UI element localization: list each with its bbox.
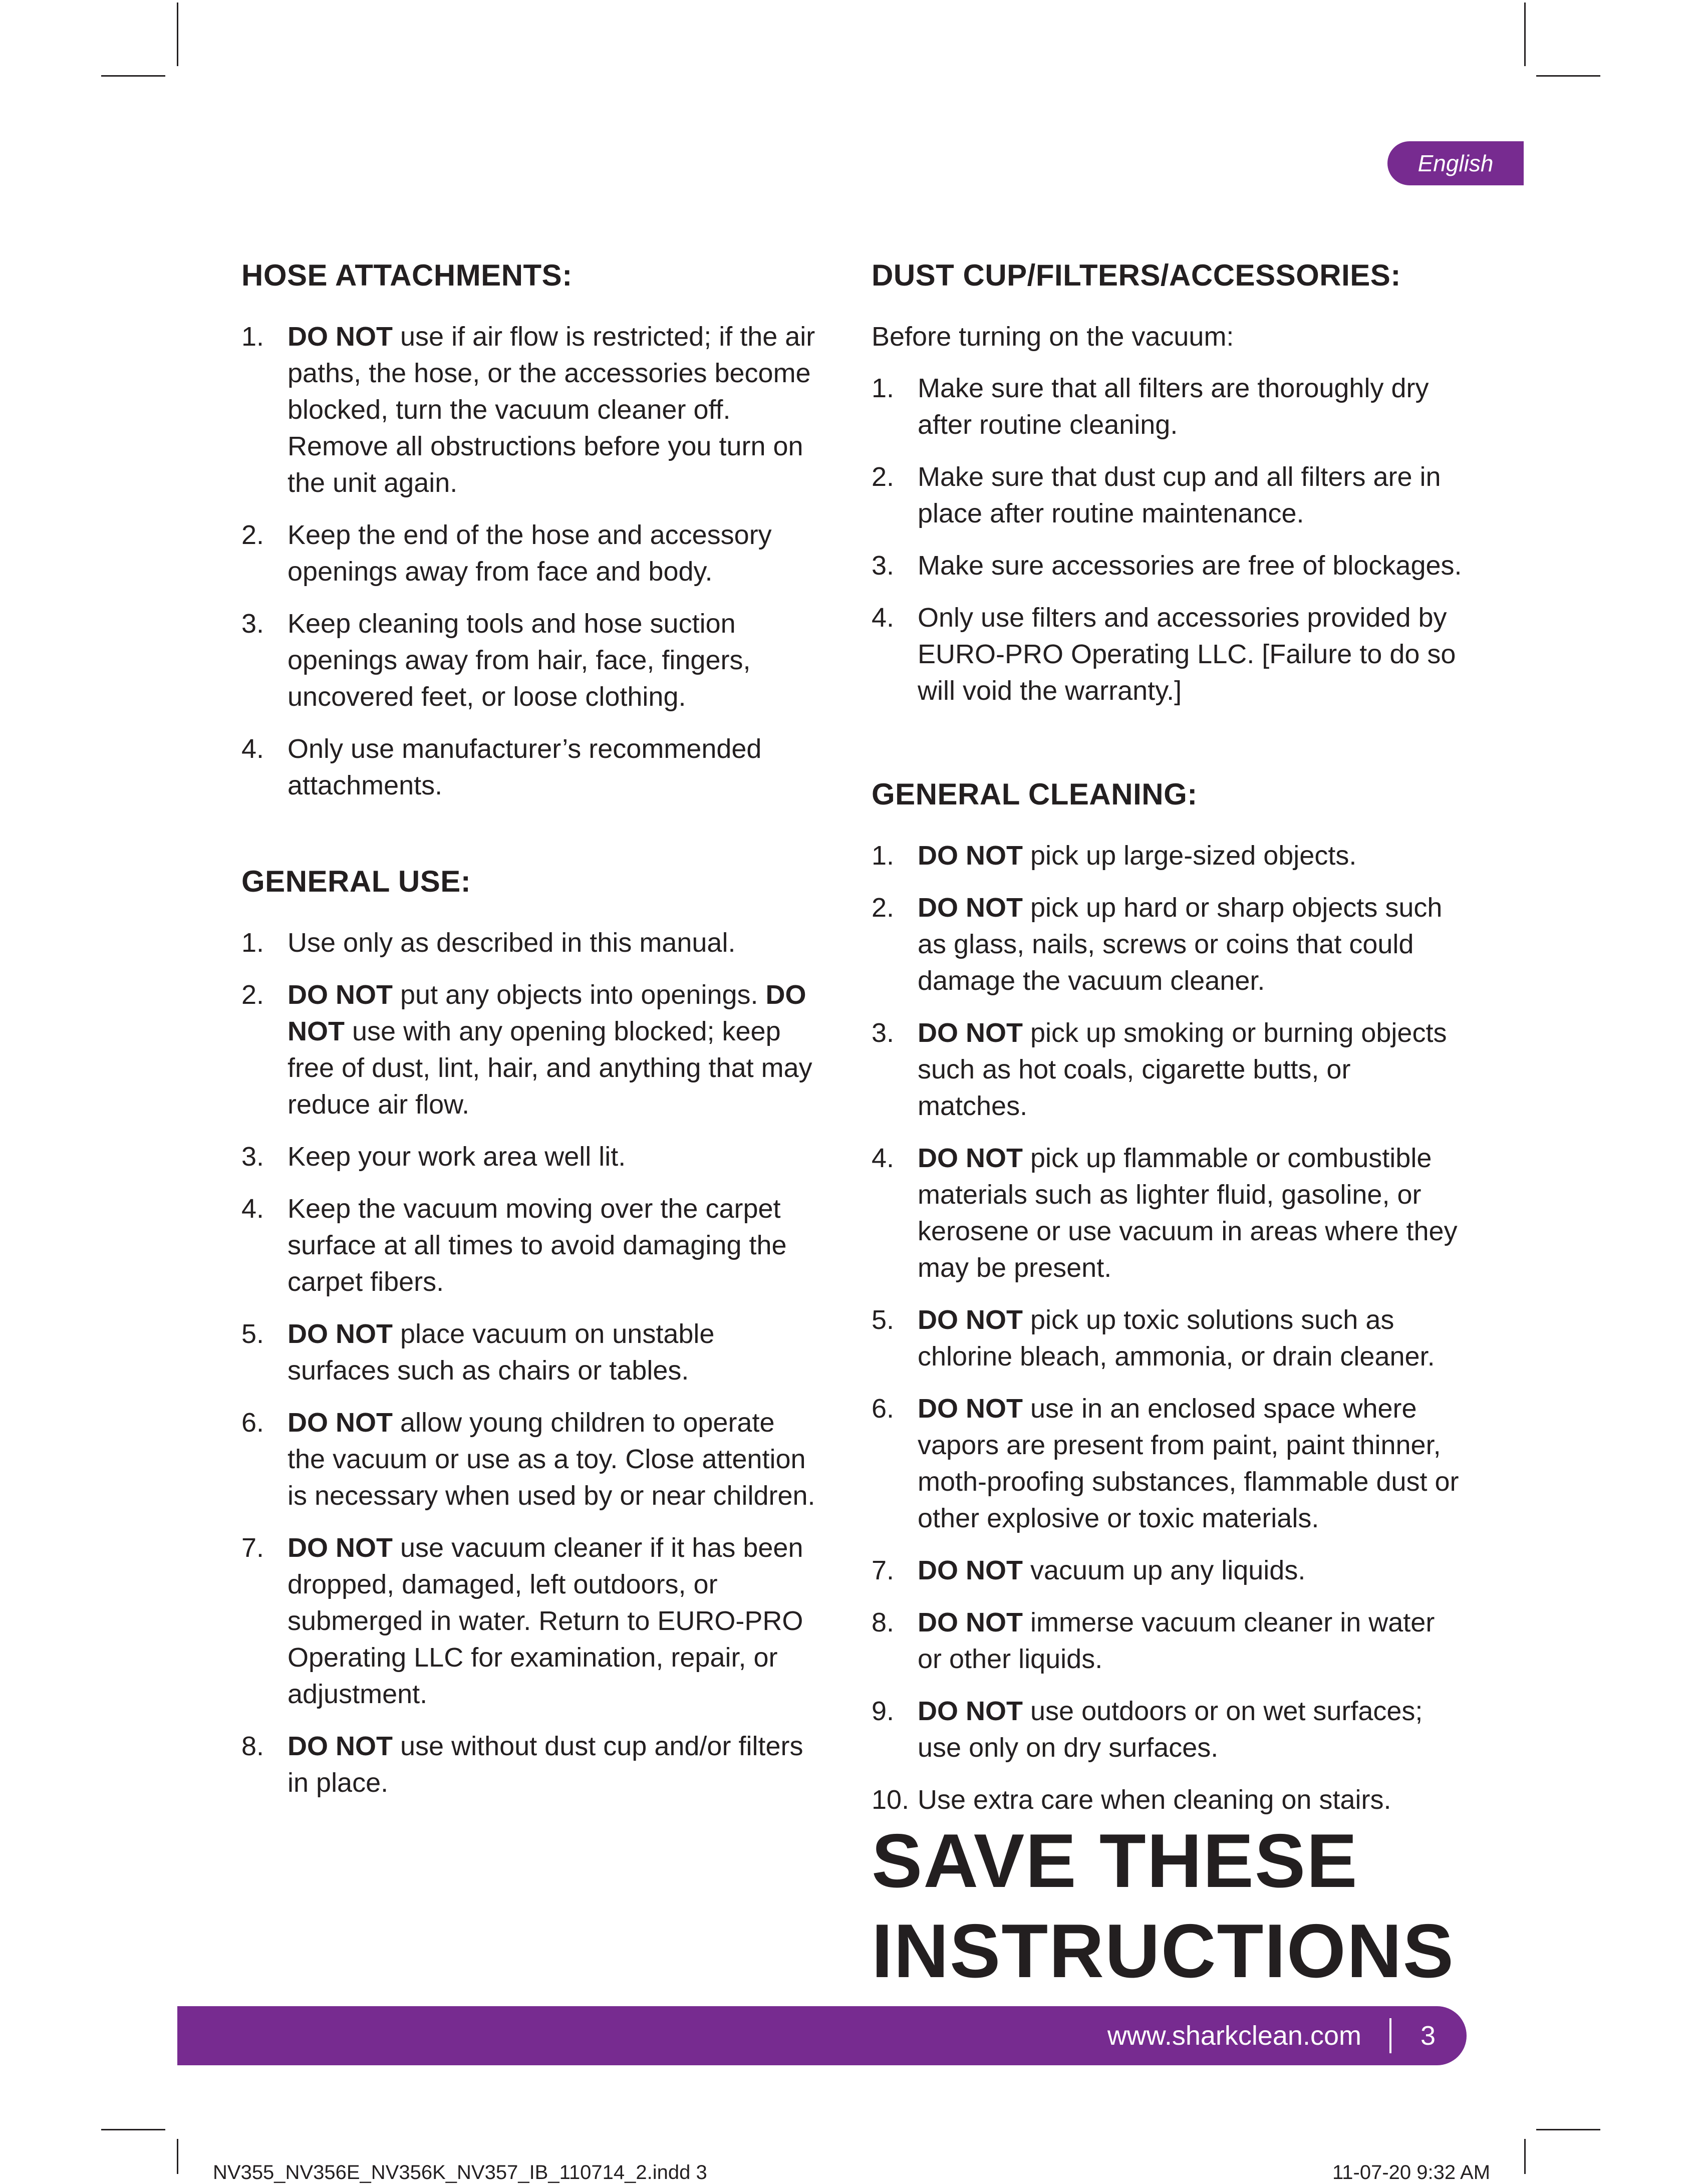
left-column — [241, 258, 817, 1861]
list-item: 3. DO NOT pick up smoking or burning objects such as hot coals, cigarette butts, or matches. — [872, 1018, 1447, 1121]
list-item: 3. Keep your work area well lit. — [241, 1142, 626, 1172]
list-item: 3. Keep cleaning tools and hose suction openings away from hair, face, fingers, uncovered feet, or loose clothing. — [241, 609, 751, 712]
numbered-list — [872, 370, 1463, 709]
footer-bar — [177, 2006, 1467, 2065]
website-url: www.sharkclean.com — [1107, 2021, 1361, 2051]
list-item: 4. Only use manufacturer’s recommended attachments. — [241, 734, 762, 800]
numbered-list — [872, 838, 1463, 1818]
general-cleaning-section — [872, 777, 1463, 1818]
list-item: 1. Make sure that all filters are thoroughly dry after routine cleaning. — [872, 373, 1429, 440]
numbered-list — [241, 925, 817, 1801]
list-item: 9. DO NOT use outdoors or on wet surfaces; use only on dry surfaces. — [872, 1696, 1423, 1763]
list-item: 2. DO NOT put any objects into openings. DO NOT use with any opening blocked; keep free of dust, lint, hair, and anything that may reduce air flow. — [241, 980, 812, 1120]
save-title-line: SAVE THESE — [872, 1818, 1358, 1903]
list-item: 1. Use only as described in this manual. — [241, 928, 736, 958]
section-intro: Before turning on the vacuum: — [872, 322, 1234, 352]
list-item: 1. DO NOT use if air flow is restricted; if the air paths, the hose, or the accessories become blocked, turn the vacuum cleaner off. Remove all obstructions before you turn on the unit again. — [241, 322, 815, 498]
numbered-list — [241, 319, 817, 804]
list-item: 6. DO NOT use in an enclosed space where vapors are present from paint, paint thinner, moth-proofing substances, flammable dust or other explosive or toxic materials. — [872, 1394, 1459, 1533]
section-heading: GENERAL USE: — [241, 865, 471, 898]
hose-attachments-section — [241, 258, 817, 804]
crop-mark — [1524, 3, 1526, 66]
section-heading: DUST CUP/FILTERS/ACCESSORIES: — [872, 258, 1401, 292]
crop-mark — [177, 2139, 178, 2174]
list-item: 4. Keep the vacuum moving over the carpet surface at all times to avoid damaging the carpet fibers. — [241, 1194, 787, 1297]
language-tab: English — [1387, 141, 1524, 185]
list-item: 5. DO NOT place vacuum on unstable surfaces such as chairs or tables. — [241, 1319, 715, 1386]
crop-mark — [101, 2129, 165, 2130]
general-use-section — [241, 864, 817, 1801]
list-item: 7. DO NOT vacuum up any liquids. — [872, 1555, 1306, 1585]
crop-mark — [101, 75, 165, 77]
print-slug-timestamp: 11-07-20 9:32 AM — [1332, 2161, 1491, 2183]
list-item: 6. DO NOT allow young children to operate the vacuum or use as a toy. Close attention is necessary when used by or near children. — [241, 1408, 815, 1511]
list-item: 2. Keep the end of the hose and accessory openings away from face and body. — [241, 520, 772, 587]
dust-cup-section — [872, 258, 1463, 709]
list-item: 1. DO NOT pick up large-sized objects. — [872, 841, 1357, 871]
list-item: 3. Make sure accessories are free of blockages. — [872, 551, 1462, 581]
crop-mark — [1536, 2129, 1600, 2130]
print-slug-file: NV355_NV356E_NV356K_NV357_IB_110714_2.indd 3 — [213, 2161, 707, 2183]
crop-mark — [1524, 2139, 1526, 2174]
save-title-line: INSTRUCTIONS — [872, 1908, 1455, 1994]
list-item: 7. DO NOT use vacuum cleaner if it has been dropped, damaged, left outdoors, or submerged in water. Return to EURO-PRO Operating LLC for examination, repair, or adjustment. — [241, 1533, 803, 1709]
section-heading: GENERAL CLEANING: — [872, 777, 1198, 811]
list-item: 4. DO NOT pick up flammable or combustible materials such as lighter fluid, gasoline, or kerosene or use vacuum in areas where they may be present. — [872, 1143, 1458, 1283]
list-item: 4. Only use filters and accessories provided by EURO-PRO Operating LLC. [Failure to do so will void the warranty.] — [872, 603, 1456, 706]
crop-mark — [177, 3, 178, 66]
list-item: 8. DO NOT use without dust cup and/or filters in place. — [241, 1731, 803, 1798]
list-item: 10. Use extra care when cleaning on stairs. — [872, 1785, 1391, 1815]
section-heading: HOSE ATTACHMENTS: — [241, 258, 573, 292]
right-column — [872, 258, 1463, 1878]
crop-mark — [1536, 75, 1600, 77]
list-item: 8. DO NOT immerse vacuum cleaner in water or other liquids. — [872, 1607, 1435, 1674]
footer-divider — [1389, 2018, 1391, 2053]
list-item: 2. Make sure that dust cup and all filters are in place after routine maintenance. — [872, 462, 1441, 528]
save-instructions-title — [872, 1816, 1473, 1996]
list-item: 5. DO NOT pick up toxic solutions such as chlorine bleach, ammonia, or drain cleaner. — [872, 1305, 1435, 1372]
page-number: 3 — [1420, 2021, 1436, 2051]
list-item: 2. DO NOT pick up hard or sharp objects such as glass, nails, screws or coins that could damage the vacuum cleaner. — [872, 893, 1443, 996]
